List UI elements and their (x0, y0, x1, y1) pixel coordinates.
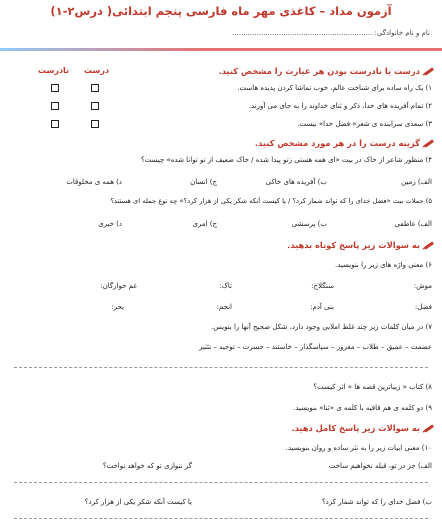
q5-option-c[interactable]: ج) امری (192, 220, 217, 228)
header-divider (0, 48, 442, 51)
section-short-answer-title: به سوالات زیر پاسخ کوتاه بدهید. (287, 240, 434, 250)
word-ghamkhargan: غم خوارگان: (100, 282, 137, 290)
q5-option-d[interactable]: د) خبری (98, 220, 122, 228)
verse-1-first-half: الف) جز در تو، قبله نخواهیم ساخت (328, 462, 432, 470)
tf-3-true-checkbox[interactable] (91, 120, 99, 128)
q7-word-list: عضمت – عمیق – طلاب – مغرور – سپاسگذار – خاستند – حسرت – توحید – تئثیر (199, 343, 432, 351)
q5-option-b[interactable]: ب) پرسشی (291, 220, 327, 228)
question-10: ۱۰) معنی ابیات زیر را به نثر ساده و روان بنویسید. (285, 444, 432, 452)
verse-1-second-half: گر ننوازی تو که خواهد نواخت؟ (102, 462, 192, 470)
question-5: ۵) جملات بیت «فضل خدای را که تواند شمار کرد؟ / یا کیست آنکه شکر یکی از هزار کرد؟» چه نوع جمله ای هستند؟ (110, 197, 432, 205)
q4-option-c[interactable]: ج) انسان (190, 178, 217, 186)
section-true-false-title: درست یا نادرست بودن هر عبارت را مشخص کنید. (219, 66, 434, 76)
word-sanglakh: سنگلاخ: (311, 282, 334, 290)
answer-line (14, 367, 428, 368)
col-true-header: درست (84, 66, 110, 75)
word-mouse: موش: (413, 282, 432, 290)
verse-2-second-half: یا کیست آنکه شکر یکی از هزار کرد؟ (84, 498, 192, 506)
word-bani-adam: بنی آدم: (310, 303, 334, 311)
pencil-icon (424, 139, 434, 147)
tf-item-3: ۳) سعدی سراینده ی شعر« فضل خدا» نیست. (297, 120, 432, 128)
student-name-line: نام و نام خانوادگی: ............................................................... (232, 29, 430, 37)
pencil-icon (424, 424, 434, 432)
question-9: ۹) دو کلمه ی هم قافیه با کلمه ی «ثنا» بنویسید. (293, 404, 432, 412)
pencil-icon (424, 241, 434, 249)
q4-option-d[interactable]: د) همه ی مخلوقات (66, 178, 122, 186)
section-full-answer-title: به سوالات زیر پاسخ کامل دهید. (291, 423, 434, 433)
section-multiple-choice-title: گزینه درست را در هر مورد مشخص کنید. (255, 138, 434, 148)
pencil-icon (424, 67, 434, 75)
question-7: ۷) در میان کلمات زیر چند غلط املایی وجود دارد، شکل صحیح آنها را بنویس. (210, 323, 432, 331)
answer-line (14, 482, 428, 483)
tf-2-true-checkbox[interactable] (91, 102, 99, 110)
word-fazl: فضل: (414, 303, 432, 311)
word-anjom: انجم: (216, 303, 232, 311)
verse-2-first-half: ب) فضل خدای را که تواند شمار کرد؟ (321, 498, 432, 506)
col-false-header: نادرست (38, 66, 70, 75)
exam-title: آزمون مداد – کاغذی مهر ماه فارسی پنجم ابتدائی( درس۲-۱) (50, 4, 392, 18)
word-tak: تاک: (219, 282, 232, 290)
q5-option-a[interactable]: الف) عاطفی (394, 220, 432, 228)
tf-item-2: ۲) تمام آفریده های خدا، ذکر و ثنای خداوند را به جای می آورند. (248, 102, 432, 110)
word-bahr: بحر: (111, 303, 124, 311)
tf-1-true-checkbox[interactable] (91, 84, 99, 92)
tf-item-1: ۱) یک راه ساده برای شناخت عالم، خوب تماشا کردن پدیده هاست. (237, 84, 432, 92)
tf-1-false-checkbox[interactable] (51, 84, 59, 92)
tf-2-false-checkbox[interactable] (51, 102, 59, 110)
q4-option-a[interactable]: الف) زمین (401, 178, 432, 186)
question-8: ۸) کتاب « زیباترین قصه ها » اثر کیست؟ (313, 383, 432, 391)
q4-option-b[interactable]: ب) آفریده های خاکی (265, 178, 327, 186)
question-6: ۶) معنی واژه های زیر را بنویسید. (335, 261, 432, 269)
answer-line (14, 518, 428, 519)
question-4: ۴) منظور شاعر از خاک در بیت «ای همه هستی زتو پیدا شده / خاک ضعیف از تو توانا شده» چیست؟ (140, 156, 432, 164)
tf-3-false-checkbox[interactable] (51, 120, 59, 128)
